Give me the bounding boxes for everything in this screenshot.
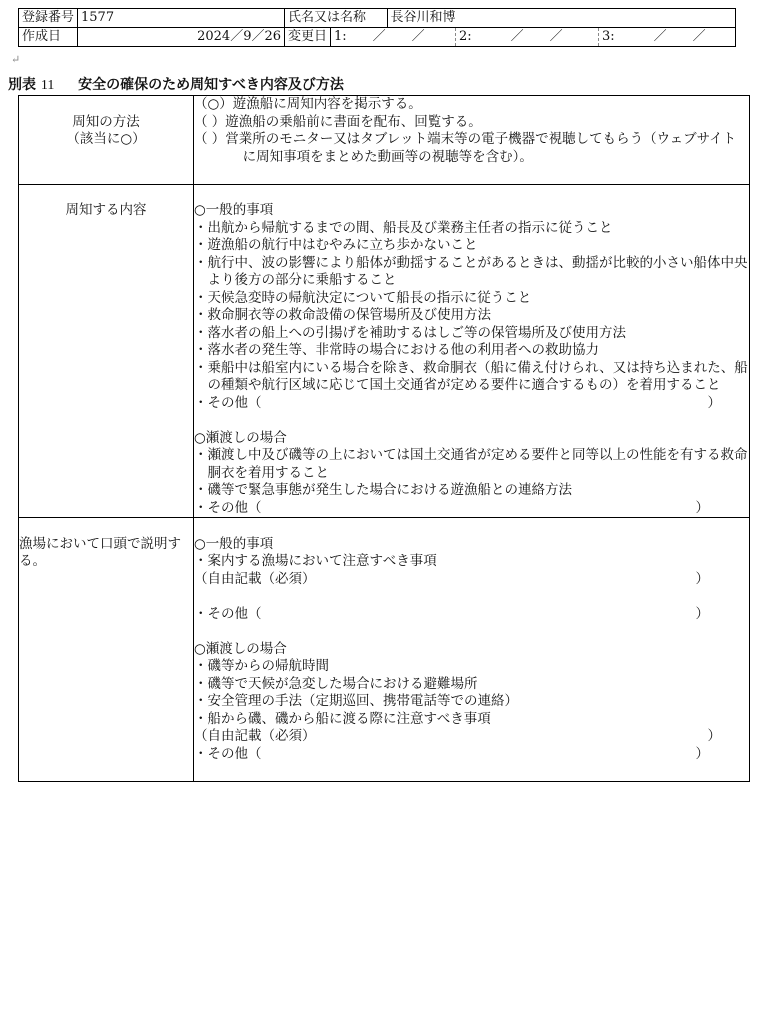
name-label: 氏名又は名称 <box>285 9 388 28</box>
title-number: 11 <box>40 78 55 93</box>
method-option-1: （○）遊漁船に周知内容を掲示する。 <box>194 96 422 112</box>
created-label: 作成日 <box>19 28 78 47</box>
content-general-item: ・遊漁船の航行中はむやみに立ち歩かないこと <box>194 237 478 253</box>
oral-free-close: ） <box>695 570 709 587</box>
page-title <box>8 76 344 95</box>
method-row <box>19 96 750 185</box>
content-label-cell <box>19 184 194 518</box>
content-row <box>19 184 750 518</box>
reg-no-label: 登録番号 <box>19 9 78 28</box>
main-table <box>18 95 750 782</box>
oral-seawalk-other-label: ・その他（ <box>194 745 262 762</box>
content-seawalk-item: ・瀬渡し中及び磯等の上においては国土交通省が定める要件と同等以上の性能を有する救命胴衣を着用すること <box>194 447 748 481</box>
oral-seawalk-free-close: ） <box>707 728 721 744</box>
header-table <box>18 8 736 47</box>
content-general-item: ・救命胴衣等の救命設備の保管場所及び使用方法 <box>194 307 491 323</box>
content-general-item: ・出航から帰航するまでの間、船長及び業務主任者の指示に従うこと <box>194 219 613 236</box>
oral-free-entry-row <box>194 571 749 589</box>
oral-label: 漁場において口頭で説明する。 <box>19 535 181 569</box>
oral-seawalk-other-row <box>194 746 749 764</box>
method-option-2: （ ）遊漁船の乗船前に書面を配布、回覧する。 <box>194 113 482 130</box>
change-2: 2: ／ ／ <box>456 28 599 46</box>
title-prefix: 別表 <box>8 77 36 93</box>
created-value: 2024／9／26 <box>78 28 285 47</box>
content-items-cell <box>194 184 750 518</box>
oral-seawalk-item: ・磯等からの帰航時間 <box>194 658 329 674</box>
oral-other-close: ） <box>695 605 709 622</box>
content-seawalk-other-label: ・その他（ <box>194 499 262 516</box>
changes-cell <box>285 28 736 47</box>
content-seawalk-item: ・磯等で緊急事態が発生した場合における遊漁船との連絡方法 <box>194 482 572 498</box>
oral-seawalk-heading: ○瀬渡しの場合 <box>194 640 287 657</box>
content-other-row <box>194 395 749 413</box>
method-options-cell <box>194 96 750 185</box>
oral-other-row <box>194 606 749 624</box>
paragraph-mark: ↵ <box>11 53 21 66</box>
method-label: 周知の方法 <box>72 113 140 130</box>
content-seawalk-other-row <box>194 500 749 518</box>
method-label-cell <box>19 96 194 185</box>
oral-general-heading: ○一般的事項 <box>194 535 274 552</box>
title-text: 安全の確保のため周知すべき内容及び方法 <box>78 77 344 93</box>
content-general-item: ・航行中、波の影響により船体が動揺することがあるときは、動揺が比較的小さい船体中央より後方の部分に乗船すること <box>194 254 748 288</box>
oral-row <box>19 518 750 782</box>
oral-seawalk-item: ・安全管理の手法（定期巡回、携帯電話等での連絡） <box>194 693 518 709</box>
oral-seawalk-item: ・船から磯、磯から船に渡る際に注意すべき事項 <box>194 710 491 727</box>
content-other-label: ・その他（ <box>194 394 262 411</box>
content-label: 周知する内容 <box>65 202 147 218</box>
name-value: 長谷川和博 <box>387 9 736 28</box>
oral-other-label: ・その他（ <box>194 605 262 622</box>
oral-items-cell <box>194 518 750 782</box>
content-general-item: ・天候急変時の帰航決定について船長の指示に従うこと <box>194 289 532 306</box>
method-option-3: （ ）営業所のモニター又はタブレット端末等の電子機器で視聴してもらう（ウェブサイトに周知事項をまとめた動画等の視聴等を含む）。 <box>194 131 737 165</box>
content-seawalk-heading: ○瀬渡しの場合 <box>194 429 287 446</box>
reg-no-value: 1577 <box>78 9 285 28</box>
content-general-item: ・落水者の発生等、非常時の場合における他の利用者への救助協力 <box>194 342 599 358</box>
oral-seawalk-other-close: ） <box>695 745 709 762</box>
content-general-item: ・落水者の船上への引揚げを補助するはしご等の保管場所及び使用方法 <box>194 324 626 341</box>
oral-free-entry: （自由記載（必須） <box>194 570 316 587</box>
oral-seawalk-free-entry: （自由記載（必須） <box>194 728 316 744</box>
change-1: 1: ／ ／ <box>331 28 456 46</box>
content-other-close: ） <box>707 394 721 411</box>
content-general-item: ・乗船中は船室内にいる場合を除き、救命胴衣（船に備え付けられ、又は持ち込まれた、船の種類や航行区域に応じて国土交通省が定める要件に適合するもの）を着用すること <box>194 359 748 393</box>
oral-seawalk-free-row <box>194 728 749 746</box>
oral-seawalk-item: ・磯等で天候が急変した場合における避難場所 <box>194 675 478 692</box>
changed-label: 変更日 <box>285 28 331 46</box>
content-general-heading: ○一般的事項 <box>194 202 274 218</box>
content-seawalk-other-close: ） <box>695 499 709 516</box>
oral-label-cell <box>19 518 194 782</box>
change-3: 3: ／ ／ <box>602 29 706 44</box>
oral-general-item: ・案内する漁場において注意すべき事項 <box>194 553 437 569</box>
method-sublabel: （該当に○） <box>66 131 146 147</box>
